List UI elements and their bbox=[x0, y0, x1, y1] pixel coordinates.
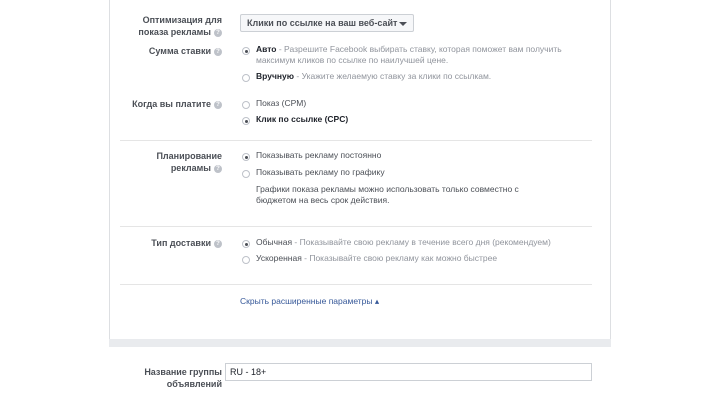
payment-cpm-option: Показ (CPM) bbox=[256, 98, 307, 108]
schedule-custom-option: Показывать рекламу по графику bbox=[256, 167, 385, 177]
optimization-label: Оптимизация для показа рекламы ? bbox=[138, 15, 222, 37]
delivery-accelerated-option: Ускоренная - Показывайте свою рекламу как можно быстрее bbox=[256, 253, 498, 263]
bid-manual-radio[interactable] bbox=[242, 74, 250, 82]
section-divider bbox=[120, 140, 592, 141]
payment-cpc-option: Клик по ссылке (CPC) bbox=[256, 114, 349, 124]
optimization-dropdown[interactable] bbox=[240, 14, 414, 32]
schedule-custom-radio[interactable] bbox=[242, 170, 250, 178]
delivery-label: Тип доставки ? bbox=[151, 237, 222, 249]
schedule-continuous-radio[interactable] bbox=[242, 153, 250, 161]
bid-manual-option: Вручную - Укажите желаемую ставку за клики по ссылкам. bbox=[256, 71, 492, 81]
help-icon[interactable]: ? bbox=[214, 165, 222, 173]
hide-advanced-options-link[interactable]: Скрыть расширенные параметры ▴ bbox=[240, 296, 380, 306]
optimization-dropdown-value: Клики по ссылке на ваш веб-сайт bbox=[247, 18, 398, 28]
payment-label: Когда вы платите ? bbox=[132, 98, 222, 110]
schedule-note: Графики показа рекламы можно использовать только совместно с бюджетом на весь срок действия. bbox=[256, 184, 519, 205]
delivery-standard-option: Обычная - Показывайте свою рекламу в течение всего дня (рекомендуем) bbox=[256, 237, 551, 247]
delivery-accelerated-radio[interactable] bbox=[242, 256, 250, 264]
section-divider bbox=[120, 226, 592, 227]
panel-border-right bbox=[610, 0, 611, 340]
chevron-down-icon bbox=[399, 22, 407, 26]
schedule-label: Планирование рекламы ? bbox=[156, 151, 222, 173]
panel-border-left bbox=[109, 0, 110, 340]
bid-label: Сумма ставки ? bbox=[149, 45, 222, 57]
section-separator bbox=[109, 339, 611, 347]
help-icon[interactable]: ? bbox=[214, 48, 222, 56]
help-icon[interactable]: ? bbox=[214, 240, 222, 248]
adset-name-label: Название группы объявлений bbox=[144, 367, 222, 389]
help-icon[interactable]: ? bbox=[214, 29, 222, 37]
bid-auto-option: Авто - Разрешите Facebook выбирать ставку, которая поможет вам получить максимум кликов по ссылке по наилучшей цене. bbox=[256, 44, 562, 65]
payment-cpc-radio[interactable] bbox=[242, 117, 250, 125]
help-icon[interactable]: ? bbox=[214, 101, 222, 109]
delivery-standard-radio[interactable] bbox=[242, 240, 250, 248]
adset-name-input[interactable]: RU - 18+ bbox=[225, 363, 592, 381]
section-divider bbox=[120, 284, 592, 285]
payment-cpm-radio[interactable] bbox=[242, 101, 250, 109]
bid-auto-radio[interactable] bbox=[242, 47, 250, 55]
schedule-continuous-option: Показывать рекламу постоянно bbox=[256, 150, 382, 160]
